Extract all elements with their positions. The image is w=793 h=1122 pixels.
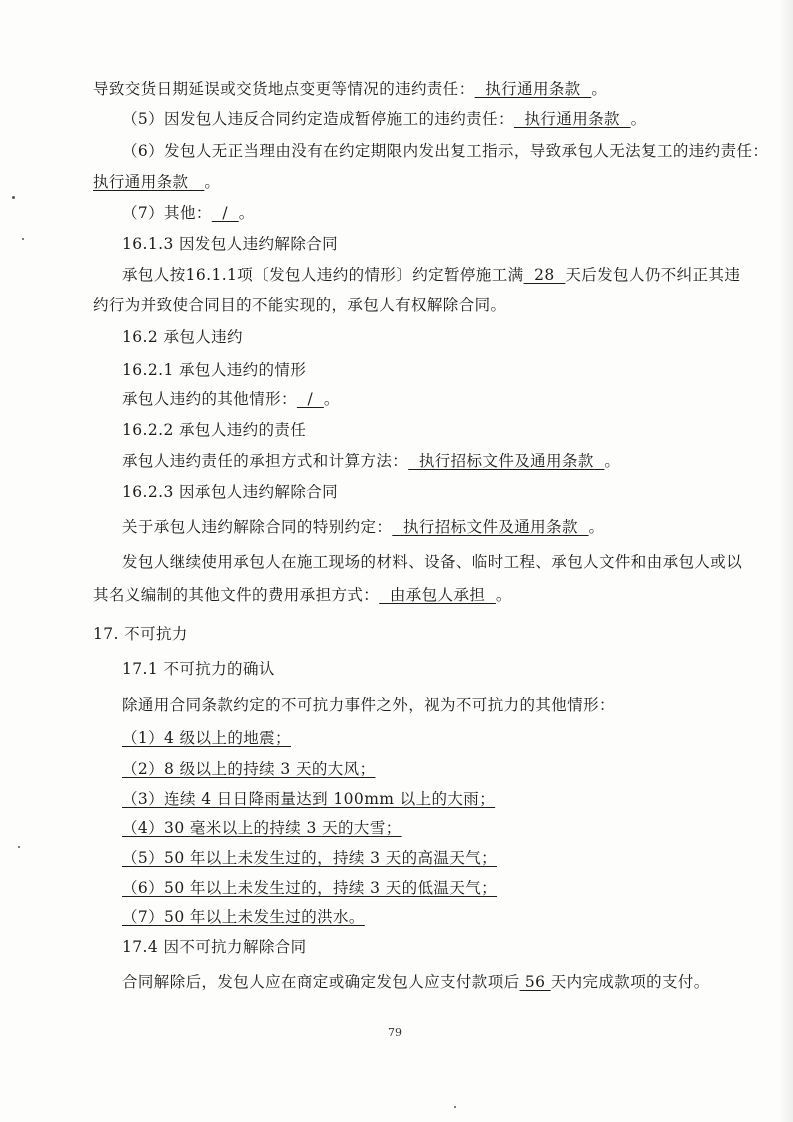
text-line: 承包人按16.1.1项〔发包人违约的情形〕约定暂停施工满 28 天后发包人仍不纠正其违 [122,266,741,284]
list-item: （3）连续 4 日日降雨量达到 100mm 以上的大雨； [122,790,496,808]
list-item: （7）50 年以上未发生过的洪水。 [122,908,365,926]
text-line: （7）其他： / 。 [122,204,255,222]
section-heading: 16.1.3 因发包人违约解除合同 [122,235,339,253]
scan-speck [18,846,20,848]
list-item: （5）50 年以上未发生过的，持续 3 天的高温天气； [122,849,498,867]
list-item: （4）30 毫米以上的持续 3 天的大雪； [122,819,402,837]
section-heading: 16.2.2 承包人违约的责任 [122,421,307,439]
text-line: （5）因发包人违反合同约定造成暂停施工的违约责任： 执行通用条款 。 [122,110,647,128]
text-line: 关于承包人违约解除合同的特别约定： 执行招标文件及通用条款 。 [122,518,605,536]
section-heading: 17. 不可抗力 [93,625,188,643]
text-line: 除通用合同条款约定的不可抗力事件之外，视为不可抗力的其他情形： [122,696,615,714]
section-heading: 16.2.1 承包人违约的情形 [122,361,307,379]
page-number: 79 [388,1026,402,1039]
scan-edge-shadow [779,0,793,1122]
section-heading: 17.4 因不可抗力解除合同 [122,938,307,956]
text-line: 承包人违约责任的承担方式和计算方法： 执行招标文件及通用条款 。 [122,452,621,470]
section-heading: 17.1 不可抗力的确认 [122,660,275,678]
section-heading: 16.2 承包人违约 [122,328,243,346]
section-heading: 16.2.3 因承包人违约解除合同 [122,483,339,501]
text-line: 发包人继续使用承包人在施工现场的材料、设备、临时工程、承包人文件和由承包人或以 [122,553,743,571]
scan-speck [454,1106,456,1108]
text-line: 合同解除后，发包人应在商定或确定发包人应支付款项后 56 天内完成款项的支付。 [122,973,710,991]
scan-speck [12,196,15,199]
list-item: （2）8 级以上的持续 3 天的大风； [122,760,376,778]
text-line: （6）发包人无正当理由没有在约定期限内发出复工指示，导致承包人无法复工的违约责任： [122,142,769,160]
scan-speck [22,238,24,240]
text-line: 其名义编制的其他文件的费用承担方式： 由承包人承担 。 [93,586,512,604]
list-item: （6）50 年以上未发生过的，持续 3 天的低温天气； [122,879,498,897]
text-line: 约行为并致使合同目的不能实现的，承包人有权解除合同。 [93,296,507,314]
text-line: 承包人违约的其他情形： / 。 [122,390,340,408]
list-item: （1）4 级以上的地震； [122,729,291,747]
text-line: 执行通用条款 。 [93,173,221,191]
text-line: 导致交货日期延误或交货地点变更等情况的违约责任： 执行通用条款 。 [93,80,608,98]
